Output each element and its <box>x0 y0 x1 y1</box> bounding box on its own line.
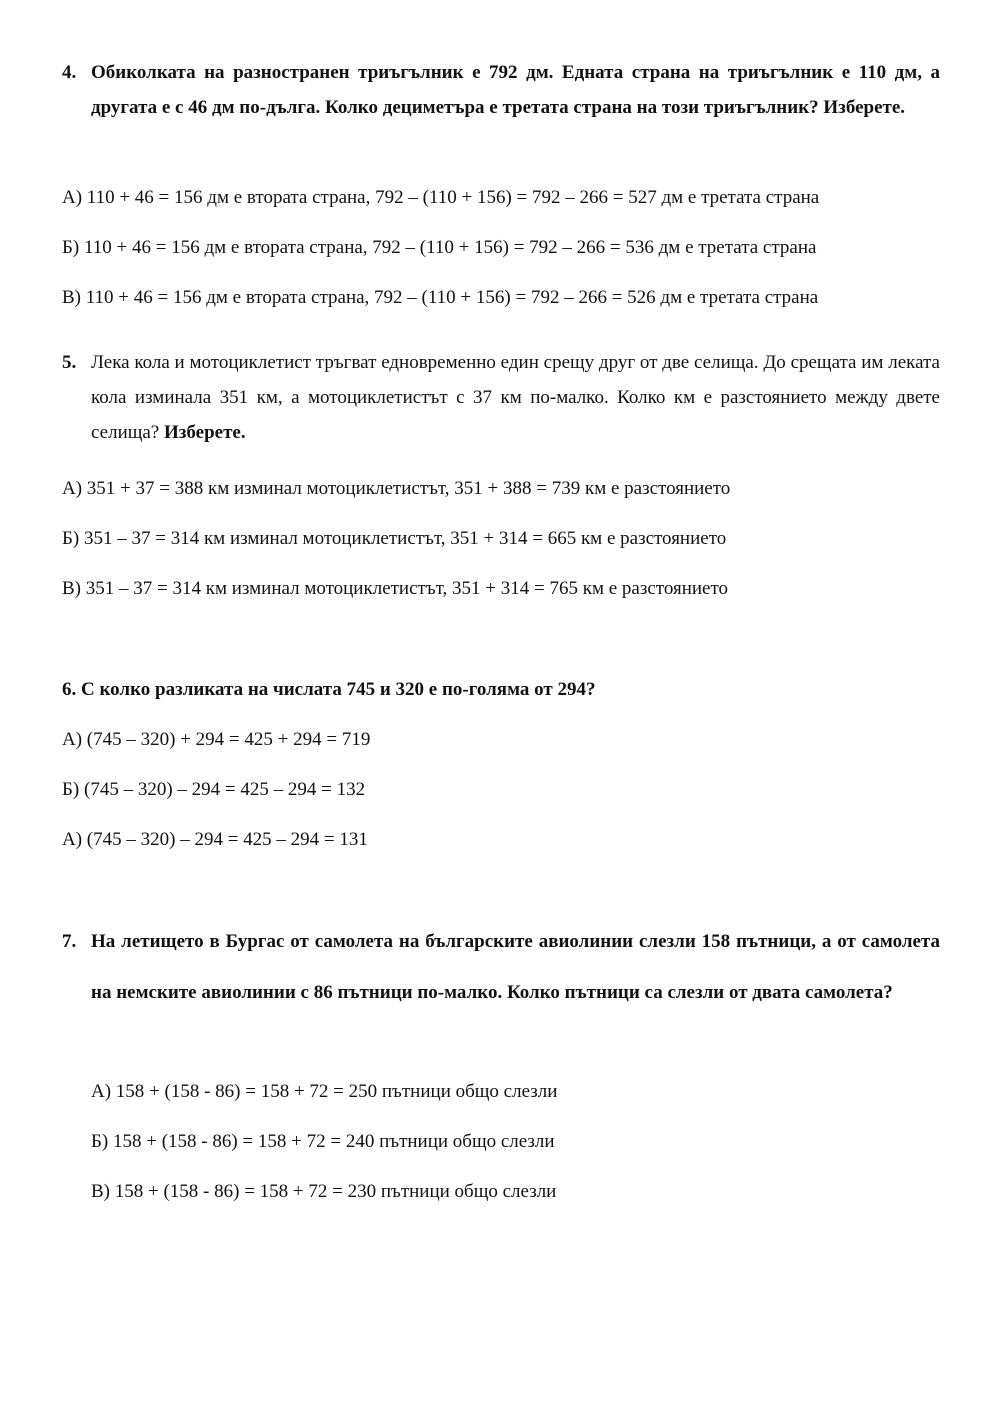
question-text: Обиколката на разностранен триъгълник е 792 дм. Едната страна на триъгълник е 110 дм, а другата е с 46 дм по-дълга. Колко дециметъра е третата страна на този триъгълник? Изберете. <box>91 62 940 118</box>
option-b[interactable]: Б) 110 + 46 = 156 дм е втората страна, 792 – (110 + 156) = 792 – 266 = 536 дм е третата страна <box>62 237 817 258</box>
option-c[interactable]: В) 351 – 37 = 314 км изминал мотоциклетистът, 351 + 314 = 765 км е разстоянието <box>62 578 729 599</box>
option-a[interactable]: А) 351 + 37 = 388 км изминал мотоциклетистът, 351 + 388 = 739 км е разстоянието <box>62 478 731 499</box>
question-number: 7. <box>62 931 77 952</box>
question-text <box>91 345 940 450</box>
option-a[interactable]: А) 110 + 46 = 156 дм е втората страна, 792 – (110 + 156) = 792 – 266 = 527 дм е третата страна <box>62 187 820 208</box>
option-c[interactable]: В) 158 + (158 - 86) = 158 + 72 = 230 пътници общо слезли <box>91 1181 557 1202</box>
question-6-text: 6. С колко разликата на числата 745 и 320 е по-голяма от 294? <box>62 679 596 700</box>
question-text: На летището в Бургас от самолета на българските авиолинии слезли 158 пътници, а от самолета на немските авиолинии с 86 пътници по-малко. Колко пътници са слезли от двата самолета? <box>91 931 940 1003</box>
option-a[interactable]: А) (745 – 320) + 294 = 425 + 294 = 719 <box>62 729 371 750</box>
question-number: 4. <box>62 62 77 83</box>
option-a[interactable]: А) 158 + (158 - 86) = 158 + 72 = 250 пътници общо слезли <box>91 1081 558 1102</box>
option-b[interactable]: Б) 351 – 37 = 314 км изминал мотоциклетистът, 351 + 314 = 665 км е разстоянието <box>62 528 727 549</box>
option-c[interactable]: А) (745 – 320) – 294 = 425 – 294 = 131 <box>62 829 368 850</box>
option-b[interactable]: Б) (745 – 320) – 294 = 425 – 294 = 132 <box>62 779 366 800</box>
question-number: 5. <box>62 352 77 373</box>
question-7 <box>62 916 940 1018</box>
question-emphasis: Изберете. <box>164 422 246 443</box>
question-5 <box>62 345 940 450</box>
option-b[interactable]: Б) 158 + (158 - 86) = 158 + 72 = 240 пътници общо слезли <box>91 1131 555 1152</box>
option-c[interactable]: В) 110 + 46 = 156 дм е втората страна, 792 – (110 + 156) = 792 – 266 = 526 дм е третата страна <box>62 287 819 308</box>
question-4 <box>62 55 940 125</box>
question-body: Лека кола и мотоциклетист тръгват едновременно един срещу друг от две селища. До срещата им леката кола изминала 351 км, а мотоциклетистът с 37 км по-малко. Колко км е разстоянието между двете селища? <box>91 352 940 443</box>
